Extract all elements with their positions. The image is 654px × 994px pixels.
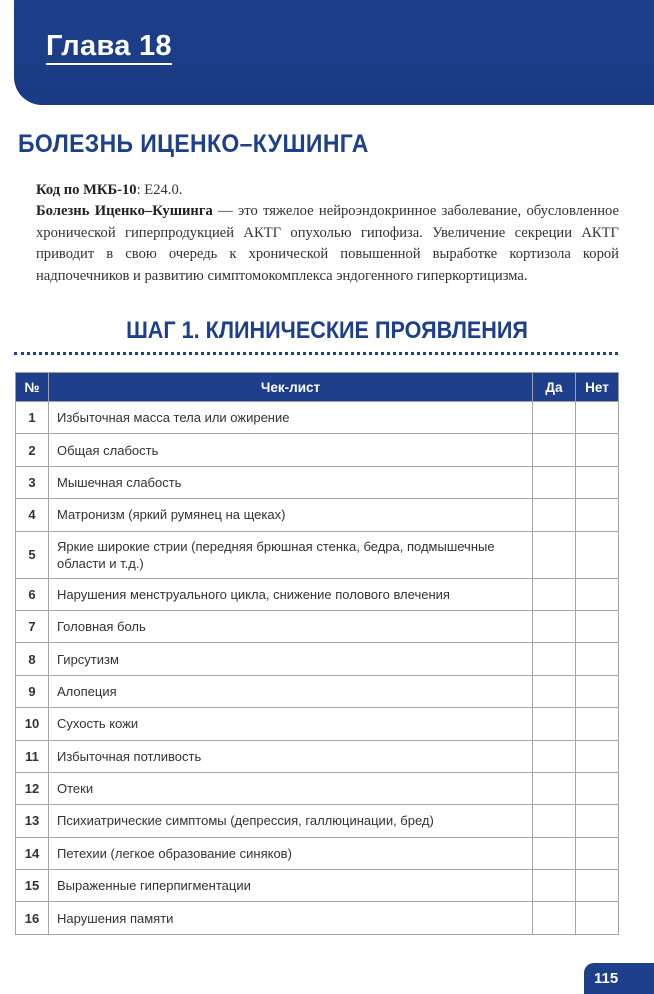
row-text: Общая слабость — [49, 434, 533, 466]
no-cell[interactable] — [576, 837, 619, 869]
no-cell[interactable] — [576, 805, 619, 837]
no-cell[interactable] — [576, 708, 619, 740]
row-text: Мышечная слабость — [49, 466, 533, 498]
no-cell[interactable] — [576, 772, 619, 804]
row-text: Нарушения менструального цикла, снижение полового влечения — [49, 578, 533, 610]
row-text: Алопеция — [49, 675, 533, 707]
table-row — [16, 578, 619, 610]
yes-cell[interactable] — [533, 643, 576, 675]
row-number: 14 — [16, 837, 49, 869]
row-number: 5 — [16, 531, 49, 578]
table-row — [16, 402, 619, 434]
no-cell[interactable] — [576, 578, 619, 610]
no-cell[interactable] — [576, 531, 619, 578]
dotted-divider — [14, 352, 618, 355]
yes-cell[interactable] — [533, 902, 576, 934]
no-cell[interactable] — [576, 499, 619, 531]
row-text: Петехии (легкое образование синяков) — [49, 837, 533, 869]
table-row — [16, 902, 619, 934]
row-text: Отеки — [49, 772, 533, 804]
row-text: Психиатрические симптомы (депрессия, галлюцинации, бред) — [49, 805, 533, 837]
row-number: 11 — [16, 740, 49, 772]
no-cell[interactable] — [576, 675, 619, 707]
step-title: ШАГ 1. КЛИНИЧЕСКИЕ ПРОЯВЛЕНИЯ — [126, 317, 528, 344]
row-text: Яркие широкие стрии (передняя брюшная стенка, бедра, подмышечные области и т.д.) — [49, 531, 533, 578]
page-number: 115 — [584, 963, 654, 994]
yes-cell[interactable] — [533, 740, 576, 772]
header-checklist: Чек-лист — [49, 373, 533, 402]
page-title: БОЛЕЗНЬ ИЦЕНКО–КУШИНГА — [18, 130, 369, 158]
table-row — [16, 675, 619, 707]
header-no: Нет — [576, 373, 619, 402]
disease-term: Болезнь Иценко–Кушинга — [36, 203, 213, 220]
row-text: Гирсутизм — [49, 643, 533, 675]
row-number: 3 — [16, 466, 49, 498]
row-text: Нарушения памяти — [49, 902, 533, 934]
disease-definition: — это тяжелое нейроэндокринное заболевание, обусловленное хронической гиперпродукцией АКТГ опухолью гипофиза. Увеличение секреции АКТГ приводит в свою очередь к хронической повышенной выработке кортизола корой надпочечников и развитию симптомокомплекса эндогенного гиперкортицизма. — [36, 203, 619, 284]
row-number: 6 — [16, 578, 49, 610]
no-cell[interactable] — [576, 434, 619, 466]
table-header-row — [16, 373, 619, 402]
table-row — [16, 805, 619, 837]
no-cell[interactable] — [576, 610, 619, 642]
yes-cell[interactable] — [533, 578, 576, 610]
header-yes: Да — [533, 373, 576, 402]
checklist-table — [15, 372, 619, 935]
yes-cell[interactable] — [533, 531, 576, 578]
yes-cell[interactable] — [533, 610, 576, 642]
row-number: 4 — [16, 499, 49, 531]
no-cell[interactable] — [576, 643, 619, 675]
table-row — [16, 870, 619, 902]
yes-cell[interactable] — [533, 772, 576, 804]
row-text: Избыточная масса тела или ожирение — [49, 402, 533, 434]
no-cell[interactable] — [576, 902, 619, 934]
row-number: 12 — [16, 772, 49, 804]
no-cell[interactable] — [576, 466, 619, 498]
definition-line — [36, 201, 619, 287]
yes-cell[interactable] — [533, 708, 576, 740]
row-number: 15 — [16, 870, 49, 902]
row-number: 16 — [16, 902, 49, 934]
row-text: Головная боль — [49, 610, 533, 642]
no-cell[interactable] — [576, 870, 619, 902]
icd-code-line — [36, 180, 619, 201]
yes-cell[interactable] — [533, 870, 576, 902]
table-row — [16, 708, 619, 740]
row-number: 13 — [16, 805, 49, 837]
no-cell[interactable] — [576, 402, 619, 434]
header-num: № — [16, 373, 49, 402]
table-row — [16, 610, 619, 642]
icd-code-value: : E24.0. — [136, 182, 183, 198]
no-cell[interactable] — [576, 740, 619, 772]
chapter-label: Глава 18 — [46, 30, 172, 65]
table-row — [16, 643, 619, 675]
table-row — [16, 466, 619, 498]
row-number: 7 — [16, 610, 49, 642]
intro-paragraph — [36, 180, 619, 287]
row-number: 8 — [16, 643, 49, 675]
row-text: Избыточная потливость — [49, 740, 533, 772]
row-number: 1 — [16, 402, 49, 434]
table-row — [16, 772, 619, 804]
yes-cell[interactable] — [533, 402, 576, 434]
row-number: 9 — [16, 675, 49, 707]
row-number: 2 — [16, 434, 49, 466]
row-text: Матронизм (яркий румянец на щеках) — [49, 499, 533, 531]
table-row — [16, 499, 619, 531]
table-row — [16, 837, 619, 869]
row-text: Сухость кожи — [49, 708, 533, 740]
table-row — [16, 531, 619, 578]
yes-cell[interactable] — [533, 675, 576, 707]
row-number: 10 — [16, 708, 49, 740]
chapter-banner — [14, 0, 654, 105]
yes-cell[interactable] — [533, 805, 576, 837]
yes-cell[interactable] — [533, 466, 576, 498]
yes-cell[interactable] — [533, 499, 576, 531]
table-row — [16, 434, 619, 466]
yes-cell[interactable] — [533, 837, 576, 869]
yes-cell[interactable] — [533, 434, 576, 466]
icd-code-label: Код по МКБ-10 — [36, 182, 137, 198]
table-row — [16, 740, 619, 772]
row-text: Выраженные гиперпигментации — [49, 870, 533, 902]
